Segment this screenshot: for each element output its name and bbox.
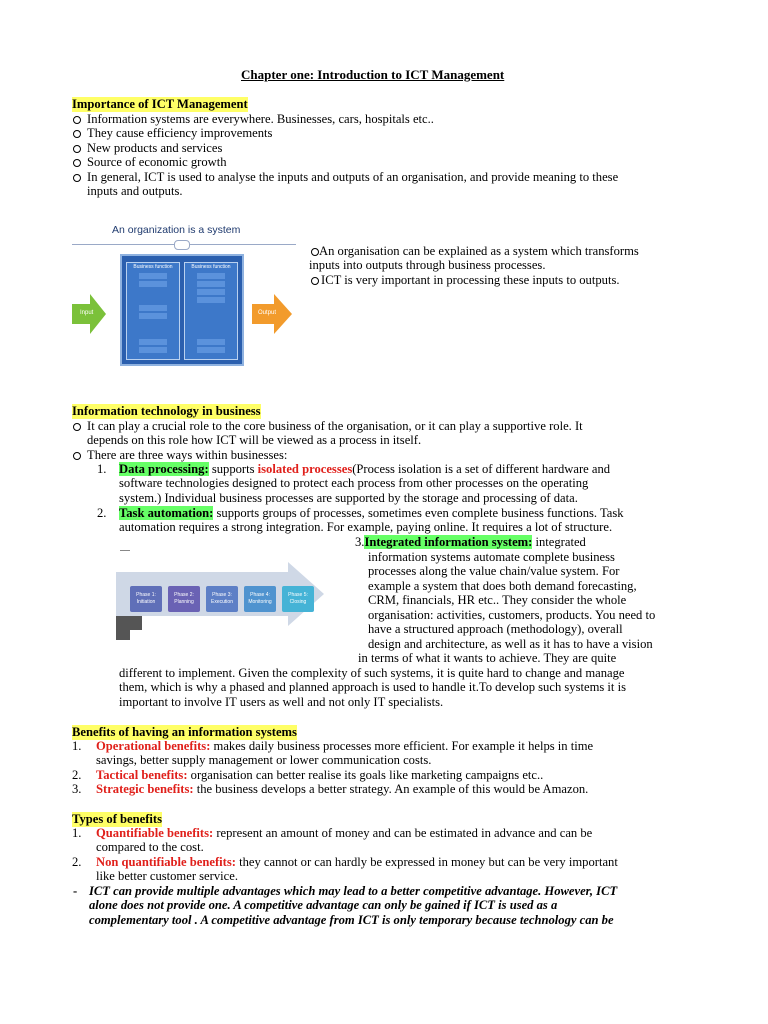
list-item-continuation: in terms of what it wants to achieve. They are quite (358, 651, 617, 665)
task-automation-item: Task automation: supports groups of processes, sometimes even complete business functions. Task (119, 506, 624, 520)
list-item-continuation: processes along the value chain/value system. For (368, 564, 620, 578)
list-item-continuation: organisation: activities, customers, products. You need to (368, 608, 656, 622)
integrated-system-label: Integrated information system: (364, 535, 533, 549)
list-item-continuation: software technologies designed to protect each process from other processes on the operating (119, 476, 589, 490)
business-function-column (184, 262, 238, 360)
phase-box-2: Phase 2: Planning (168, 586, 200, 612)
list-number: 2. (72, 855, 82, 869)
organization-box (120, 254, 244, 366)
figure-caption: An organization is a system (112, 224, 241, 236)
section-heading-benefits: Benefits of having an information systems (72, 725, 297, 739)
operational-benefits-item: Operational benefits: makes daily business processes more efficient. For example it helps in time (96, 739, 594, 753)
task-automation-label: Task automation: (119, 506, 214, 520)
italic-note-line: alone does not provide one. A competitive advantage can only be gained if ICT is used as a (89, 898, 558, 912)
list-item-continuation: information systems automate complete business (368, 550, 615, 564)
phase-box-3: Phase 3: Execution (206, 586, 238, 612)
list-item-continuation: automation requires a strong integration. For example, paying online. It requires a lot of structure. (119, 520, 613, 534)
section-heading-types: Types of benefits (72, 812, 163, 826)
business-function-column (126, 262, 180, 360)
italic-note-line: complementary tool . A competitive advantage from ICT is only temporary because technology can be (89, 913, 614, 927)
list-number: 3. (72, 782, 82, 796)
list-item: They cause efficiency improvements (87, 126, 273, 140)
list-number: 1. (72, 826, 82, 840)
benefit-label: Non quantifiable benefits: (96, 855, 236, 869)
list-item: Information systems are everywhere. Businesses, cars, hospitals etc.. (87, 112, 434, 126)
data-processing-label: Data processing: (119, 462, 209, 476)
isolated-processes-term: isolated processes (257, 462, 353, 476)
section-heading-importance: Importance of ICT Management (72, 97, 248, 111)
column-heading: Business function (191, 264, 231, 270)
list-item-continuation: savings, better supply management or lower communication costs. (96, 753, 432, 767)
list-number: 3. (355, 535, 365, 549)
strategic-benefits-item: Strategic benefits: the business develops a better strategy. An example of this would be Amazon. (96, 782, 589, 796)
project-phases-figure (116, 548, 348, 640)
non-quantifiable-benefits-item: Non quantifiable benefits: they cannot or can hardly be expressed in money but can be very important (96, 855, 618, 869)
tactical-benefits-item: Tactical benefits: organisation can better realise its goals like marketing campaigns etc.. (96, 768, 544, 782)
figure-mark (120, 550, 130, 551)
organization-system-figure (72, 222, 296, 362)
list-number: 2. (97, 506, 107, 520)
list-number: 1. (72, 739, 82, 753)
benefit-label: Tactical benefits: (96, 768, 188, 782)
integrated-system-item: 3.Integrated information system: integrated (355, 535, 586, 549)
dash-bullet: - (73, 884, 78, 898)
bullet-icon (73, 423, 81, 431)
list-item-continuation: them, which is why a phased and planned approach is used to handle it.To develop such systems it is (119, 680, 626, 694)
bullet-icon (311, 248, 319, 256)
list-item-continuation: system.) Individual business processes are supported by the storage and processing of data. (119, 491, 578, 505)
list-item-continuation: have a structured approach (methodology), overall (368, 622, 623, 636)
list-item-continuation: depends on this role how ICT will be viewed as a process in itself. (87, 433, 422, 447)
list-item-continuation: example a system that does both demand forecasting, (368, 579, 637, 593)
list-item-continuation: different to implement. Given the complexity of such systems, it is quite hard to change and manage (119, 666, 625, 680)
italic-note-line: ICT can provide multiple advantages which may lead to a better competitive advantage. However, ICT (89, 884, 618, 898)
benefit-label: Quantifiable benefits: (96, 826, 214, 840)
benefit-label: Operational benefits: (96, 739, 211, 753)
org-system-text: An organisation can be explained as a system which transforms (319, 244, 639, 258)
list-item-continuation: like better customer service. (96, 869, 238, 883)
page-title: Chapter one: Introduction to ICT Management (241, 67, 505, 82)
bullet-icon (73, 145, 81, 153)
benefit-label: Strategic benefits: (96, 782, 194, 796)
bullet-icon (73, 116, 81, 124)
bullet-icon (311, 277, 319, 285)
org-system-text-continuation: inputs into outputs through business processes. (309, 258, 546, 272)
list-item: In general, ICT is used to analyse the inputs and outputs of an organisation, and provide meaning to these (87, 170, 619, 184)
list-item-continuation: CRM, financials, HR etc.. They consider the whole (368, 593, 627, 607)
bullet-icon (73, 159, 81, 167)
list-number: 2. (72, 768, 82, 782)
figure-knob (174, 240, 190, 250)
list-item: There are three ways within businesses: (87, 448, 288, 462)
list-item: It can play a crucial role to the core business of the organisation, or it can play a supportive role. It (87, 419, 583, 433)
column-heading: Business function (133, 264, 173, 270)
phase-box-4: Phase 4: Monitoring (244, 586, 276, 612)
bullet-icon (73, 452, 81, 460)
bullet-icon (73, 130, 81, 138)
output-label: Output (258, 310, 277, 316)
phase-box-5: Phase 5: Closing (282, 586, 314, 612)
list-item-continuation: inputs and outputs. (87, 184, 183, 198)
input-label: Input (80, 310, 94, 316)
section-heading-it-business: Information technology in business (72, 404, 261, 418)
ict-processing-text: ICT is very important in processing these inputs to outputs. (321, 273, 620, 287)
list-item-continuation: important to involve IT users as well and not only IT specialists. (119, 695, 444, 709)
list-item-continuation: design and architecture, as well as it has to have a vision (368, 637, 653, 651)
phase-box-1: Phase 1: Initiation (130, 586, 162, 612)
list-item: New products and services (87, 141, 223, 155)
data-processing-item: Data processing: supports isolated processes(Process isolation is a set of different hardware and (119, 462, 611, 476)
bullet-icon (73, 174, 81, 182)
quantifiable-benefits-item: Quantifiable benefits: represent an amount of money and can be estimated in advance and can be (96, 826, 593, 840)
list-item-continuation: compared to the cost. (96, 840, 204, 854)
list-item: Source of economic growth (87, 155, 227, 169)
list-number: 1. (97, 462, 107, 476)
